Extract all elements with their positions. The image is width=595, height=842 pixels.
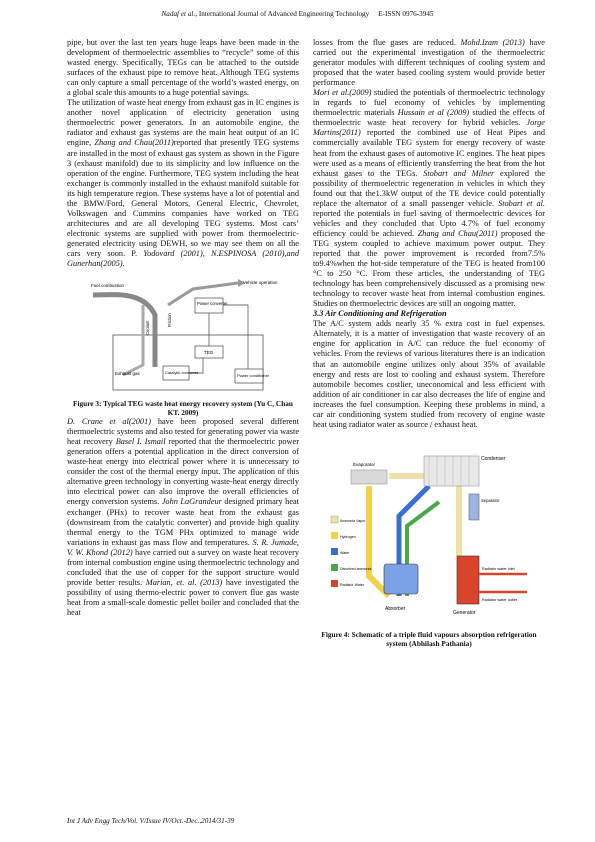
legend-label: Dissolved ammonia <box>340 566 372 571</box>
running-header <box>0 10 595 18</box>
teg-system-diagram <box>83 275 283 395</box>
text-run: have investigated the possibility of using thermo-electric power to convert flue gas waste heat from a small-scale domestic pellet boiler and concluded that the heat <box>67 577 299 617</box>
text-run: studied the effects of thermoelectric waste heat recovery for hybrid vehicles. <box>313 108 545 128</box>
legend-swatch-water <box>331 548 338 555</box>
text-run: reported that the thermoelectric power generation offers a potential application in the direct conversion of waste-heat energy into electrical power where it is unnecessary to consider the cost of the thermal energy input. The application of this alternative green technology in converting waste-heat energy directly into electrical power can also improve the overall efficiencies of energy conversion systems. <box>67 437 299 507</box>
citation: Marian, et. al. (2013) <box>145 577 223 587</box>
separator <box>469 494 479 520</box>
citation: Zhang and Chau(2011) <box>94 138 174 148</box>
figure-3-caption: Figure 3: Typical TEG waste heat energy recovery system (Yu C, Chau KT. 2009) <box>73 399 293 418</box>
legend-swatch-ammonia <box>331 516 338 523</box>
friction-label: Friction <box>167 313 172 328</box>
citation: Mori et al.(2009) <box>313 88 372 98</box>
citation: Hussain et al (2009) <box>397 108 470 118</box>
legend-label: Hydrogen <box>340 534 356 539</box>
absorption-refrigeration-diagram <box>329 446 529 626</box>
generator-label: Generator <box>453 609 476 616</box>
right-paragraph-3: The A/C system adds nearly 35 % extra cost in fuel expenses. Alternately, it is a matter of investigation that waste recovery of an engine for application in A/C can reduce the fuel economy of vehicles. From the reviews of various literatures there is an indication that an automobile engine utilizes only about 35% of available energy and rests are lost to cooling and exhaust system. Therefore automobile becomes costlier, uneconomical and less efficient with addition of air conditioner in car also decreases the life of engine and increases the fuel consumption. Keeping these problems in mind, a car air conditioning system studied from recovery of engine waste heat using radiator water as source / exhaust heat. <box>313 319 545 429</box>
separator-label: Separator <box>481 497 500 503</box>
citation: S. R. Jumade, V. W. Khond (2012) <box>67 537 300 557</box>
text-run: have carried out the experimental investigation of the thermoelectric generator modules with different techniques of cooling system and proposed that the water based cooling system would provide better performance <box>313 38 545 88</box>
header-issn: E-ISSN 0976-3945 <box>378 10 434 18</box>
text-run: reported the potentials in fuel saving of thermoelectric devices for vehicles and they concluded that Upto 4.7% of fuel economy efficiency could be achieved. <box>313 208 545 238</box>
power-conditioner-label: Power conditioner <box>237 373 270 379</box>
citation: Stobart et al. <box>498 198 545 208</box>
power-converter-label: Power converter <box>197 301 228 307</box>
text-run: The utilization of waste heat energy from exhaust gas in IC engines is another novel application of electricity generation using thermoelectric power generators. In an automobile engine, the radiator and exhaust gas systems are the main heat output of an IC engine, <box>67 98 299 148</box>
citation: Yodovard (2001), N.ESPINOSA (2010),and Gunerhan(2005). <box>67 248 299 269</box>
citation: Mohd.Izam (2013) <box>460 38 525 47</box>
converter-to-conditioner-line <box>223 305 248 369</box>
running-footer: Int J Adv Engg Tech/Vol. V/Issue IV/Oct.-Dec.,2014/31-39 <box>67 817 235 825</box>
text-run: have been proposed several different thermoelectric systems and also tested for generating power via waste heat recovery <box>67 417 300 447</box>
condenser <box>424 456 479 486</box>
citation: John LaGrandeur <box>161 497 222 507</box>
condenser-label: Condenser <box>481 455 506 462</box>
exhaust-gas-label: Exhaust gas <box>115 371 140 377</box>
evaporator <box>351 470 387 484</box>
header-journal: International Journal of Advanced Engineering Technology <box>198 10 370 18</box>
legend-swatch-radiator <box>331 580 338 587</box>
generator <box>457 556 479 604</box>
catalytic-converter-label: Catalytic converter <box>165 370 199 376</box>
absorber <box>384 564 418 594</box>
citation: Jorge Martins(2011) <box>313 118 545 138</box>
figure-3 <box>83 275 283 395</box>
citation: D. Crane et al(2001) <box>67 417 151 427</box>
legend-label: Water <box>340 550 350 555</box>
left-paragraph-3 <box>67 417 299 618</box>
header-authors: Nadaf et al. <box>161 10 196 18</box>
coolant-label: Coolant <box>145 320 150 336</box>
legend-swatch-dissolved <box>331 564 338 571</box>
exhaust-arrow <box>123 305 143 375</box>
radiator-inlet-label: Radiator water inlet <box>482 566 515 571</box>
text-run: proposed the TEG system coupled to achieve maximum power output. They reported that the power improvement is recorded from7.5% to9.4%when the hot-side temperature of the TEG is heated from100 °C to 250 °C. From these articles, the understanding of TEG technology has been comprehensively discussed as a promising new technology to recover waste heat from internal combustion engines. Studies on thermoelectric devices are still an ongoing matter. <box>313 228 545 309</box>
left-paragraph-1: pipe, but over the last ten years huge leaps have been made in the development of thermoelectric assemblies to “recycle” some of this wasted energy. Specifically, TEGs can be attached to the outside surfaces of the exhaust pipe to remove heat. Although TEG systems can only capture a small percentage of the world’s wasted energy, on a global scale this amounts to a huge potential savings. <box>67 38 299 98</box>
text-run: reported the combined use of Heat Pipes and commercially available TEG system for energy recovery of waste heat from the exhaust gases of automotive IC engines. The heat pipes were used as a means of efficiently transferring the heat from the hot exhaust gases to the TEGs. <box>313 128 545 178</box>
text-run: losses from the flue gases are reduced. <box>313 38 461 47</box>
text-run: reported that presently TEG systems are installed in the most of exhaust gas system as shown in the Figure 3 (exhaust manifold) due to its simplicity and low influence on the operation of the engine. Furthermore, TEG system including the heat exchanger is commonly installed in the exhaust manifold suitable for its high temperature region. These systems have a lot of potential and the BMW/Ford, General Motors, General Electric, Chevrolet, Volkswagen and Cummins companies have worked on TEG architectures and are all developing TEG systems. Most cars’ electronic systems are supplied with power from thermoelectric-generated electricity using DEWH, so we may see them on all the cars very soon. P. <box>67 138 300 258</box>
legend-label: Radiator Water <box>340 582 365 587</box>
text-run: explored the possibility of thermoelectric regeneration in vehicles in which they found out that the1.3kW output of the TE device could potentially replace the alternator of a small passenger vehicle. <box>313 168 546 208</box>
header-sep: , <box>195 10 199 18</box>
left-paragraph-2 <box>67 98 299 269</box>
radiator-outlet-label: Radiator water outlet <box>482 597 518 602</box>
right-paragraph-1 <box>313 38 545 88</box>
evaporator-label: Evaporator <box>353 461 376 467</box>
vehicle-operation-label: Vehicle operation <box>243 280 278 286</box>
citation: Zhang and Chau(2011) <box>417 228 498 238</box>
right-column <box>313 38 545 648</box>
text-run: have carried out a survey on waste heat recovery from internal combustion engine using thermoelectric technology and concluded that the use of copper for the support structure would provide better results. <box>67 547 299 587</box>
legend <box>331 516 371 587</box>
left-column <box>67 38 299 618</box>
section-heading: 3.3 Air Conditioning and Refrigeration <box>313 309 447 319</box>
legend-swatch-hydrogen <box>331 532 338 539</box>
figure-4-caption: Figure 4: Schematic of a triple fluid vapours absorption refrigeration system (Abhilash Pathania) <box>321 629 537 648</box>
figure-4 <box>329 446 529 626</box>
teg-label: TEG <box>204 350 214 356</box>
right-paragraph-2 <box>313 88 545 309</box>
fuel-combustion-label: Fuel combustion <box>91 283 125 289</box>
legend-label: Ammonia Vapor <box>340 518 366 523</box>
citation: Stobart and Milner <box>423 168 495 178</box>
text-run: studied the potentials of thermoelectric technology in regards to fuel economy of vehicles by implementing thermoelectric materials <box>313 88 545 118</box>
citation: Basel I. Ismail <box>115 437 166 447</box>
absorber-label: Absorber <box>385 605 406 612</box>
text-run: designed primary heat exchanger (PHx) to recover waste heat from the exhaust gas (downstream from the catalytic converter) and provide high quality thermal energy to the TGM PHx optimized to manage wide variations in exhaust gas mass flow and temperatures. <box>67 497 299 547</box>
